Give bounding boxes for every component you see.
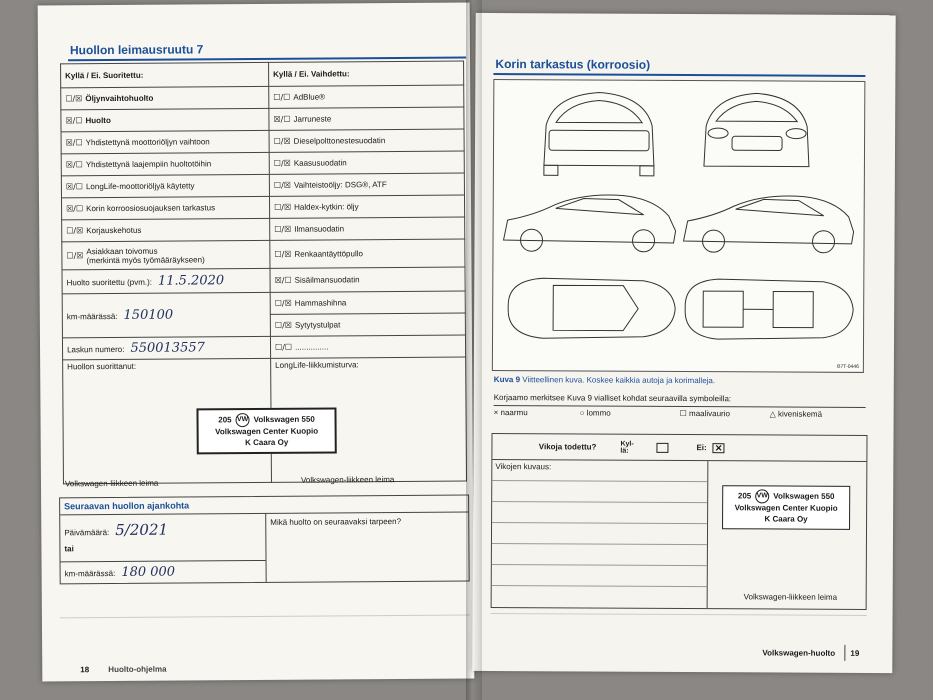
row-label: Sytytystulpat: [294, 320, 341, 330]
page-title-left: Huollon leimausruutu 7: [69, 42, 204, 58]
page-number-right: 19: [850, 648, 860, 658]
table-row: [62, 217, 465, 242]
footer-separator: [844, 645, 845, 661]
next-service-box: [59, 495, 470, 585]
invoice-label: Laskun numero:: [67, 344, 125, 355]
row-label: Hammashihna: [294, 298, 347, 308]
dealer-stamp-label: Volkswagen-liikkeen leima: [743, 592, 838, 602]
row-label: Dieselpolttonestesuodatin: [293, 136, 386, 146]
done-date-value[interactable]: 11.5.2020: [157, 273, 225, 289]
next-km-value[interactable]: 180 000: [121, 564, 176, 580]
footer-left: Huolto-ohjelma: [108, 664, 167, 675]
divider: [491, 613, 867, 616]
table-row: [62, 267, 465, 294]
checkbox-pair[interactable]: ☐/☒: [65, 94, 83, 104]
row-label: Kaasusuodatin: [293, 158, 347, 168]
dealer-stamp-label: Volkswagen-liikkeen leima: [300, 475, 395, 485]
row-label: Yhdistettynä laajempiin huoltotöihin: [85, 159, 212, 170]
left-page: [38, 3, 475, 682]
row-label: LongLife-moottoriöljyä käytetty: [85, 181, 195, 192]
checkbox-pair[interactable]: ☐/☒: [66, 250, 84, 260]
footer-right: Volkswagen-huolto: [762, 648, 836, 658]
stamp-company: K Caara Oy: [245, 437, 289, 447]
table-row: [61, 85, 464, 110]
checkbox-pair[interactable]: ☐/☒: [273, 180, 291, 190]
paint-damage-icon: ☐: [679, 408, 687, 419]
done-date-label: Huolto suoritettu (pvm.):: [66, 277, 152, 288]
table-row: [61, 107, 464, 132]
caption-text: Viitteellinen kuva. Koskee kaikkia autoja ja korimalleja.: [522, 375, 716, 386]
book-spine: [466, 0, 482, 700]
defects-box: [491, 433, 868, 610]
vw-logo-icon: VW: [236, 413, 250, 427]
caption-label: Kuva 9: [493, 375, 521, 385]
title-rule: [493, 73, 865, 77]
stamp-dealer: Volkswagen Center Kuopio: [215, 426, 319, 437]
stamp-code: 550: [301, 414, 315, 424]
stamp-company: K Caara Oy: [764, 514, 808, 524]
row-label: ...............: [295, 342, 329, 352]
next-km-label: km-määrässä:: [64, 568, 116, 579]
figure-code: B7T-0446: [837, 363, 859, 370]
checkbox-pair[interactable]: ☐/☒: [274, 249, 292, 259]
next-date-label: Päivämäärä:: [64, 528, 110, 538]
col1-header: Kyllä / Ei. Suoritettu:: [61, 62, 269, 87]
checkbox-pair[interactable]: ☒/☐: [65, 160, 83, 170]
car-diagram-icon: [493, 80, 865, 372]
stamp-number: 205: [737, 491, 752, 501]
row-label: Vaihteistoöljy: DSG®, ATF: [293, 180, 387, 190]
dent-icon: ○: [579, 408, 585, 418]
description-line[interactable]: [492, 565, 707, 587]
performer-label: Huollon suorittanut:: [67, 361, 137, 372]
checkbox-pair[interactable]: ☒/☐: [65, 116, 83, 126]
description-line[interactable]: [492, 523, 707, 545]
table-row: [62, 335, 465, 360]
checkbox-pair[interactable]: ☒/☐: [66, 204, 84, 214]
table-row: [62, 239, 465, 270]
description-line[interactable]: [492, 481, 707, 503]
description-line[interactable]: [492, 586, 707, 608]
next-service-question: Mikä huolto on seuraavaksi tarpeen?: [270, 516, 402, 527]
description-label: Vikojen kuvaus:: [492, 460, 707, 482]
checkbox-pair[interactable]: ☐/☒: [273, 158, 291, 168]
row-label: Öljynvaihtohuolto: [85, 93, 154, 104]
row-label: AdBlue®: [293, 92, 326, 102]
stamp-dealer: Volkswagen Center Kuopio: [734, 503, 838, 513]
right-page: [472, 13, 895, 673]
or-label: tai: [64, 544, 74, 554]
next-service-title: Seuraavan huollon ajankohta: [60, 496, 468, 516]
longlife-label: LongLife-liikkumisturva:: [275, 360, 359, 370]
table-row: [61, 173, 464, 198]
stamp-code: 550: [821, 491, 835, 501]
checkbox-pair[interactable]: ☐/☐: [273, 92, 291, 102]
checkbox-pair[interactable]: ☐/☒: [274, 224, 292, 234]
yes-checkbox[interactable]: [656, 442, 668, 452]
defects-label: Vikoja todettu?: [538, 442, 597, 452]
no-label: Ei:: [696, 443, 707, 453]
row-label: Korjauskehotus: [86, 225, 142, 236]
stamp-area: [708, 461, 867, 608]
stone-chip-icon: △: [769, 409, 776, 419]
page-title-right: Korin tarkastus (korroosio): [495, 57, 651, 72]
dealer-stamp-label: Volkswagen-liikkeen leima: [64, 478, 159, 489]
km-label: km-määrässä:: [66, 311, 118, 322]
row-label: Yhdistettynä moottoriöljyn vaihtoon: [85, 137, 210, 148]
symbol-legend: [494, 405, 866, 419]
checkbox-pair[interactable]: ☒/☐: [65, 182, 83, 192]
stamp-number: 205: [218, 415, 232, 425]
checkbox-pair[interactable]: ☐/☒: [274, 320, 292, 330]
legend-label: kiveniskemä: [777, 409, 823, 419]
checkbox-pair[interactable]: ☒/☐: [65, 138, 83, 148]
row-label: Haldex-kytkin: öljy: [294, 202, 359, 212]
table-row: [61, 129, 464, 154]
next-date-value[interactable]: 5/2021: [115, 520, 169, 539]
row-label: Sisäilmansuodatin: [294, 275, 360, 285]
page-number-left: 18: [80, 665, 90, 675]
checkbox-pair[interactable]: ☐/☒: [274, 202, 292, 212]
vw-logo-icon: VW: [755, 489, 769, 503]
row-label: Ilmansuodatin: [294, 224, 345, 234]
stamp-brand: Volkswagen: [773, 491, 819, 501]
checkbox-pair[interactable]: ☐/☒: [274, 298, 292, 308]
row-label: Renkaantäyttöpullo: [294, 249, 363, 259]
invoice-value[interactable]: 550013557: [130, 340, 205, 356]
checkbox-pair[interactable]: ☐/☐: [275, 342, 293, 352]
description-line[interactable]: [492, 502, 707, 524]
table-row: [62, 291, 465, 316]
description-line[interactable]: [492, 544, 707, 566]
row-label: Huolto: [85, 116, 111, 126]
table-row: [61, 195, 464, 220]
legend-label: lommo: [586, 408, 611, 418]
legend-label: naarmu: [500, 408, 528, 418]
stamp-brand: Volkswagen: [253, 414, 300, 425]
figure-caption: [494, 375, 715, 385]
checkbox-pair[interactable]: ☐/☒: [273, 136, 291, 146]
no-checkbox[interactable]: ✕: [713, 443, 725, 453]
checkbox-pair[interactable]: ☒/☐: [274, 275, 292, 285]
km-value[interactable]: 150100: [123, 307, 174, 323]
table-row: [61, 151, 464, 176]
yes-label: Kyl- lä:: [620, 440, 634, 455]
car-figure: [492, 79, 866, 373]
row-label: Jarruneste: [293, 114, 332, 124]
col2-header: Kyllä / Ei. Vaihdettu:: [269, 61, 464, 86]
row-label: Asiakkaan toivomus (merkintä myös työmääräykseen): [86, 246, 205, 265]
row-label: Korin korroosiosuojauksen tarkastus: [86, 203, 216, 214]
instruction-text: Korjaamo merkitsee Kuva 9 vialliset kohdat seuraavilla symboleilla:: [493, 393, 732, 404]
dealer-stamp-right: [722, 485, 850, 529]
legend-label: maalivaurio: [689, 409, 730, 419]
divider: [60, 615, 470, 619]
dealer-stamp: [196, 407, 336, 454]
checkbox-pair[interactable]: ☐/☒: [66, 226, 84, 236]
scratch-icon: ×: [493, 408, 499, 418]
checkbox-pair[interactable]: ☒/☐: [273, 114, 291, 124]
